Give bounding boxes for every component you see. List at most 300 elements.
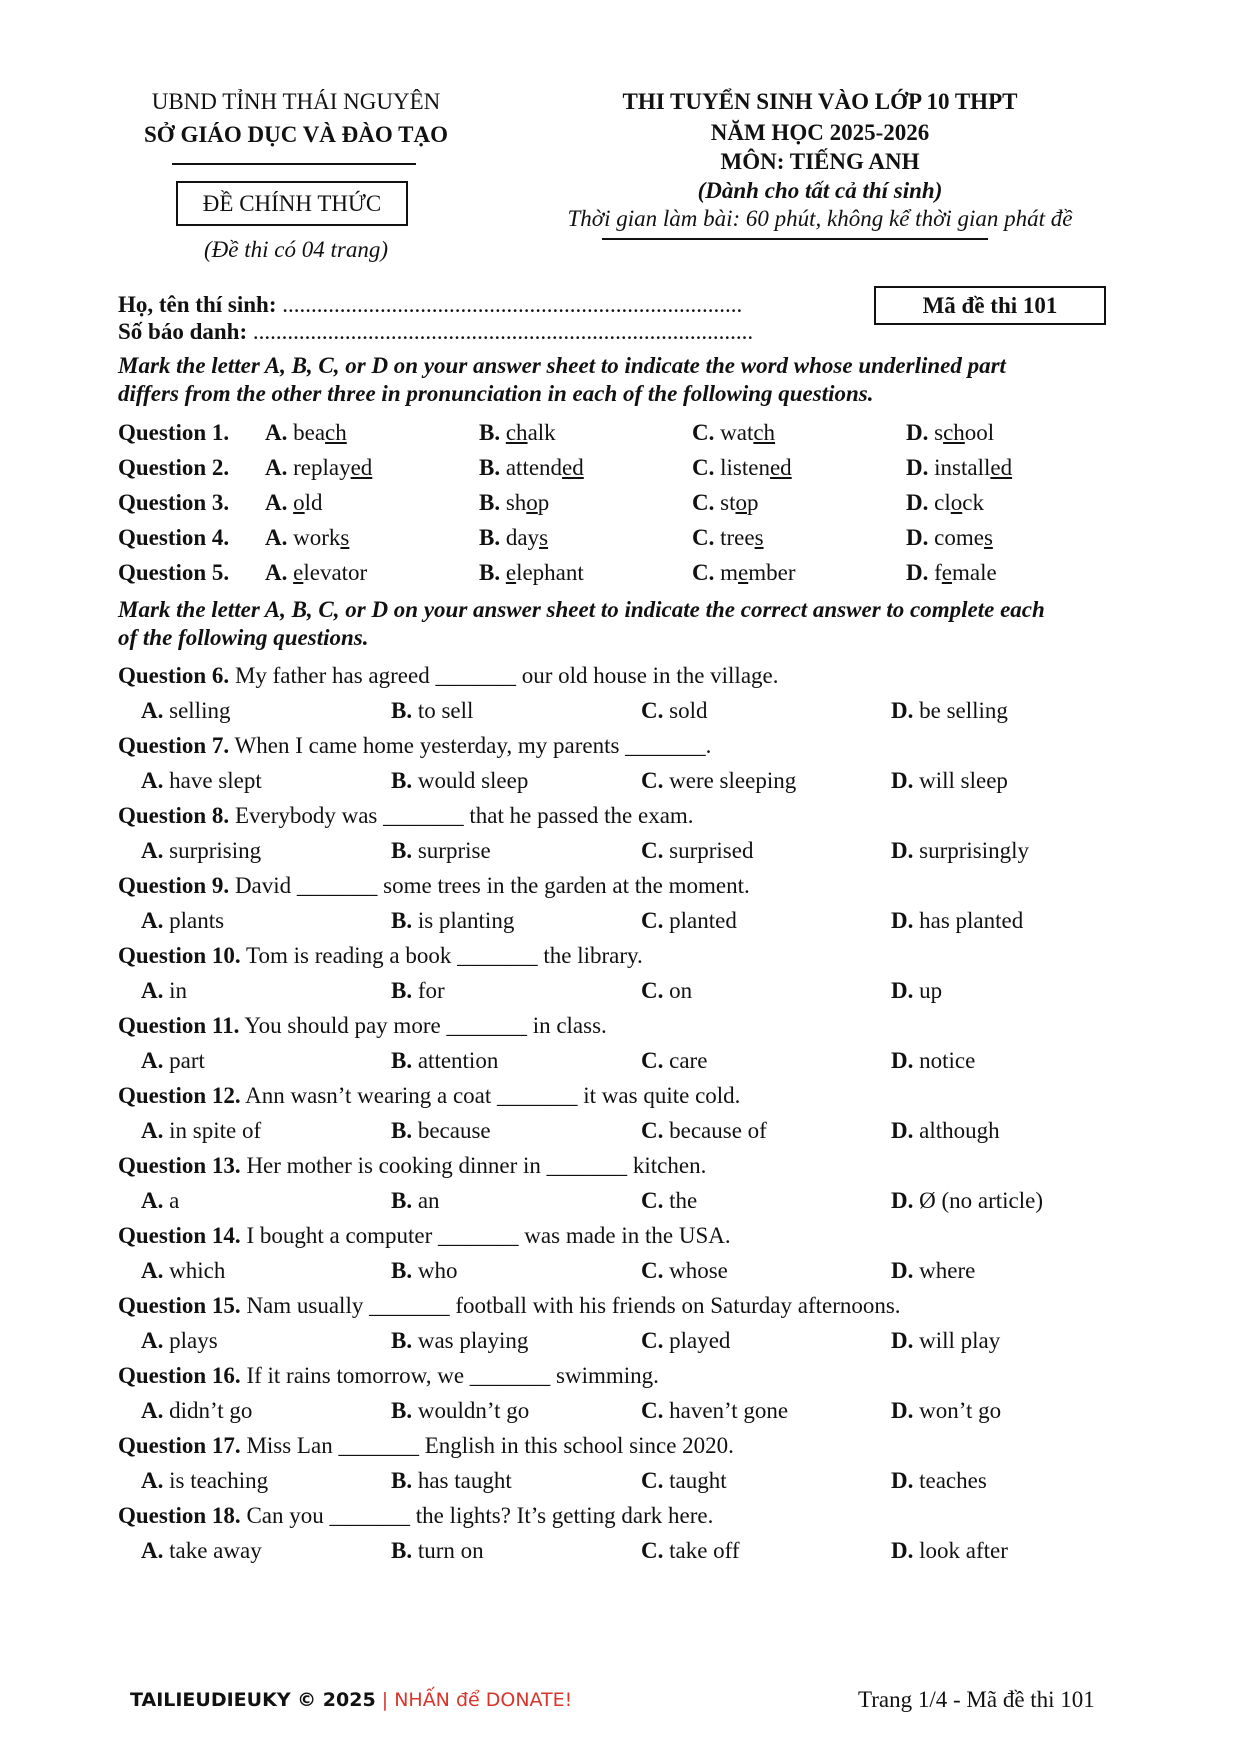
word-part: replay	[293, 455, 351, 480]
answer-option[interactable]	[891, 836, 1029, 866]
section2-instruction-line2: of the following questions.	[118, 625, 369, 650]
option-letter: D.	[906, 420, 929, 445]
option-letter: D.	[891, 838, 914, 863]
question-stem	[118, 872, 750, 900]
answer-option[interactable]	[891, 976, 942, 1006]
option-letter: B.	[479, 455, 501, 480]
option-text: be selling	[919, 698, 1008, 723]
section1-instruction	[118, 352, 1128, 408]
option-text: teaches	[919, 1468, 987, 1493]
answer-option[interactable]	[692, 453, 792, 483]
option-text: have slept	[169, 768, 262, 793]
word-part: f	[934, 560, 942, 585]
answer-option[interactable]	[692, 523, 764, 553]
question-label: Question 13.	[118, 1153, 241, 1178]
answer-option[interactable]	[906, 558, 997, 588]
option-text: has planted	[919, 908, 1024, 933]
answer-option[interactable]	[641, 1536, 740, 1566]
question-label: Question 15.	[118, 1293, 241, 1318]
question-text: Nam usually _______ football with his friends on Saturday afternoons.	[246, 1293, 901, 1318]
option-letter: D.	[906, 525, 929, 550]
answer-option[interactable]	[641, 906, 737, 936]
underlined-part: s	[983, 525, 993, 550]
answer-option[interactable]	[141, 1046, 205, 1076]
underlined-part: e	[738, 560, 749, 585]
word-part: mber	[748, 560, 796, 585]
answer-option[interactable]	[265, 453, 372, 483]
question-label: Question 9.	[118, 873, 230, 898]
option-text: haven’t gone	[669, 1398, 789, 1423]
candidate-name-dots: ................................................................................	[282, 292, 743, 317]
question-stem	[118, 1362, 659, 1390]
option-letter: A.	[141, 1118, 164, 1143]
answer-options	[141, 1466, 1131, 1496]
section1-instruction-line2: differs from the other three in pronunciation in each of the following questions.	[118, 381, 874, 406]
question-stem	[118, 1082, 740, 1110]
underlined-part: s	[539, 525, 549, 550]
answer-option[interactable]	[641, 1186, 697, 1216]
answer-option[interactable]	[891, 1396, 1001, 1426]
option-text: the	[669, 1188, 698, 1213]
option-letter: A.	[265, 455, 288, 480]
answer-options	[141, 1116, 1131, 1146]
underlined-part: e	[293, 560, 304, 585]
answer-option[interactable]	[141, 1396, 252, 1426]
option-letter: C.	[641, 1188, 664, 1213]
answer-option[interactable]	[391, 1536, 484, 1566]
option-letter: C.	[641, 1258, 664, 1283]
answer-option[interactable]	[391, 1396, 529, 1426]
answer-option[interactable]	[141, 1466, 268, 1496]
option-text: would sleep	[417, 768, 529, 793]
answer-options	[141, 1256, 1131, 1286]
option-text: take off	[669, 1538, 740, 1563]
question-label: Question 17.	[118, 1433, 241, 1458]
answer-options	[141, 1396, 1131, 1426]
answer-option[interactable]	[479, 558, 584, 588]
option-letter: A.	[141, 838, 164, 863]
school-year: NĂM HỌC 2025-2026	[710, 120, 930, 145]
option-letter: C.	[692, 525, 715, 550]
option-letter: D.	[891, 1468, 914, 1493]
option-letter: A.	[141, 698, 164, 723]
word-part: alk	[527, 420, 556, 445]
option-letter: B.	[391, 1538, 413, 1563]
option-text: up	[919, 978, 943, 1003]
option-text: taught	[669, 1468, 727, 1493]
question-label: Question 10.	[118, 943, 241, 968]
option-text: wouldn’t go	[417, 1398, 530, 1423]
option-letter: C.	[692, 490, 715, 515]
option-text: didn’t go	[169, 1398, 253, 1423]
underlined-part: o	[735, 490, 747, 515]
answer-option[interactable]	[479, 488, 549, 518]
pages-note: (Đề thi có 04 trang)	[204, 237, 388, 262]
option-letter: A.	[141, 1398, 164, 1423]
option-letter: B.	[391, 908, 413, 933]
question-label: Question 6.	[118, 663, 230, 688]
option-letter: C.	[641, 1328, 664, 1353]
question-label: Question 7.	[118, 733, 230, 758]
word-part: p	[537, 490, 550, 515]
option-letter: D.	[891, 978, 914, 1003]
header-right-divider	[602, 238, 988, 240]
footer-separator: |	[381, 1689, 389, 1711]
page-info: Trang 1/4 - Mã đề thi 101	[858, 1687, 1095, 1712]
word-part: p	[746, 490, 759, 515]
word-part: st	[720, 490, 736, 515]
option-text: although	[919, 1118, 1000, 1143]
question-label: Question 12.	[118, 1083, 241, 1108]
option-text: plays	[169, 1328, 218, 1353]
option-text: selling	[169, 698, 231, 723]
answer-option[interactable]	[391, 766, 528, 796]
option-letter: C.	[641, 1538, 664, 1563]
option-letter: C.	[692, 420, 715, 445]
answer-option[interactable]	[141, 1256, 225, 1286]
answer-option[interactable]	[906, 523, 993, 553]
underlined-part: o	[293, 490, 305, 515]
option-text: surprise	[417, 838, 491, 863]
underlined-part: o	[526, 490, 538, 515]
option-text: a	[169, 1188, 180, 1213]
underlined-part: ch	[753, 420, 776, 445]
option-text: notice	[919, 1048, 976, 1073]
word-part: day	[505, 525, 540, 550]
option-letter: D.	[891, 1398, 914, 1423]
subject: MÔN: TIẾNG ANH	[720, 149, 920, 174]
question-text: My father has agreed _______ our old house in the village.	[234, 663, 779, 688]
question-label: Question 11.	[118, 1013, 240, 1038]
option-letter: B.	[479, 490, 501, 515]
answer-option[interactable]	[891, 1466, 987, 1496]
answer-option[interactable]	[906, 488, 984, 518]
answer-option[interactable]	[891, 1256, 975, 1286]
underlined-part: s	[754, 525, 764, 550]
option-text: turn on	[417, 1538, 484, 1563]
question-text: I bought a computer _______ was made in the USA.	[246, 1223, 731, 1248]
option-text: is planting	[417, 908, 515, 933]
option-letter: A.	[141, 978, 164, 1003]
answer-option[interactable]	[141, 1116, 261, 1146]
question-label: Question 16.	[118, 1363, 241, 1388]
question-label: Question 4.	[118, 525, 230, 550]
answer-option[interactable]	[479, 523, 548, 553]
answer-option[interactable]	[906, 418, 994, 448]
option-text: won’t go	[919, 1398, 1002, 1423]
question-text: Her mother is cooking dinner in _______ kitchen.	[246, 1153, 707, 1178]
answer-option[interactable]	[265, 558, 367, 588]
word-part: sh	[505, 490, 527, 515]
answer-option[interactable]	[692, 418, 775, 448]
question-stem	[118, 1502, 713, 1530]
answer-option[interactable]	[906, 453, 1012, 483]
question-text: Tom is reading a book _______ the library.	[246, 943, 643, 968]
question-stem	[118, 1292, 901, 1320]
answer-option[interactable]	[891, 1536, 1008, 1566]
option-letter: C.	[692, 560, 715, 585]
option-letter: C.	[641, 838, 664, 863]
answer-option[interactable]	[391, 1116, 491, 1146]
answer-option[interactable]	[391, 906, 514, 936]
answer-option[interactable]	[391, 1046, 498, 1076]
option-letter: D.	[906, 455, 929, 480]
option-letter: B.	[391, 838, 413, 863]
option-text: Ø (no article)	[919, 1188, 1044, 1213]
answer-option[interactable]	[391, 976, 445, 1006]
option-text: surprised	[669, 838, 754, 863]
answer-option[interactable]	[891, 1046, 975, 1076]
underlined-part: ch	[943, 420, 965, 445]
donate-link[interactable]: NHẤN để DONATE!	[394, 1689, 573, 1711]
option-letter: C.	[692, 455, 715, 480]
option-letter: A.	[265, 560, 288, 585]
option-letter: C.	[641, 978, 664, 1003]
answer-option[interactable]	[891, 766, 1008, 796]
answer-option[interactable]	[391, 1326, 528, 1356]
option-letter: B.	[391, 698, 413, 723]
question-text: David _______ some trees in the garden at the moment.	[234, 873, 750, 898]
option-letter: B.	[391, 1188, 413, 1213]
option-letter: B.	[391, 1048, 413, 1073]
answer-option[interactable]	[641, 1466, 727, 1496]
word-part: come	[934, 525, 984, 550]
candidate-id-line[interactable]	[118, 318, 753, 346]
answer-option[interactable]	[641, 696, 707, 726]
option-letter: C.	[641, 1468, 664, 1493]
pronunciation-question	[118, 418, 1128, 448]
question-stem	[118, 942, 643, 970]
answer-option[interactable]	[141, 696, 230, 726]
word-part: install	[934, 455, 991, 480]
answer-option[interactable]	[265, 488, 323, 518]
answer-option[interactable]	[891, 906, 1023, 936]
pronunciation-question	[118, 453, 1128, 483]
option-letter: D.	[891, 768, 914, 793]
word-part: work	[293, 525, 341, 550]
answer-option[interactable]	[641, 836, 753, 866]
option-letter: A.	[141, 1468, 164, 1493]
option-letter: D.	[891, 908, 914, 933]
option-text: on	[669, 978, 693, 1003]
option-text: were sleeping	[669, 768, 797, 793]
header-left-divider	[172, 163, 416, 165]
answer-options	[141, 1186, 1131, 1216]
option-letter: A.	[141, 1328, 164, 1353]
answer-option[interactable]	[641, 766, 796, 796]
answer-option[interactable]	[141, 836, 261, 866]
option-text: will play	[919, 1328, 1001, 1353]
option-text: who	[417, 1258, 458, 1283]
option-letter: B.	[391, 1398, 413, 1423]
answer-option[interactable]	[141, 1536, 262, 1566]
option-letter: B.	[391, 978, 413, 1003]
option-letter: D.	[891, 1538, 914, 1563]
answer-option[interactable]	[641, 1046, 707, 1076]
question-label: Question 3.	[118, 490, 230, 515]
option-letter: A.	[141, 1538, 164, 1563]
option-text: care	[669, 1048, 708, 1073]
underlined-part: e	[505, 560, 517, 585]
answer-option[interactable]	[479, 453, 584, 483]
department-name: UBND TỈNH THÁI NGUYÊN	[151, 89, 441, 114]
answer-option[interactable]	[641, 1326, 730, 1356]
answer-option[interactable]	[141, 1326, 218, 1356]
option-letter: A.	[141, 908, 164, 933]
candidate-name-line[interactable]	[118, 291, 742, 319]
question-text: Ann wasn’t wearing a coat _______ it was quite cold.	[245, 1083, 741, 1108]
option-letter: B.	[391, 1258, 413, 1283]
question-text: You should pay more _______ in class.	[244, 1013, 607, 1038]
underlined-part: ed	[562, 455, 584, 480]
underlined-part: ch	[505, 420, 528, 445]
answer-option[interactable]	[891, 1326, 1000, 1356]
answer-option[interactable]	[641, 976, 692, 1006]
time-note: Thời gian làm bài: 60 phút, không kể thời gian phát đề	[567, 206, 1073, 231]
answer-option[interactable]	[391, 696, 473, 726]
answer-option[interactable]	[692, 488, 758, 518]
question-text: If it rains tomorrow, we _______ swimming.	[246, 1363, 659, 1388]
underlined-part: o	[950, 490, 963, 515]
answer-option[interactable]	[141, 906, 224, 936]
answer-option[interactable]	[391, 1186, 440, 1216]
official-label: ĐỀ CHÍNH THỨC	[176, 181, 408, 226]
option-letter: D.	[891, 1048, 914, 1073]
option-letter: C.	[641, 908, 664, 933]
option-letter: B.	[391, 1468, 413, 1493]
option-letter: B.	[391, 1328, 413, 1353]
question-label: Question 18.	[118, 1503, 241, 1528]
answer-option[interactable]	[391, 1256, 457, 1286]
option-text: played	[669, 1328, 731, 1353]
word-part: levator	[303, 560, 368, 585]
word-part: listen	[720, 455, 770, 480]
option-letter: D.	[906, 490, 929, 515]
question-label: Question 5.	[118, 560, 230, 585]
word-part: lephant	[516, 560, 584, 585]
question-stem	[118, 1152, 706, 1180]
answer-option[interactable]	[641, 1256, 728, 1286]
option-letter: D.	[891, 698, 914, 723]
option-letter: A.	[141, 768, 164, 793]
option-text: because	[417, 1118, 491, 1143]
option-letter: C.	[641, 1118, 664, 1143]
underlined-part: ch	[325, 420, 347, 445]
answer-option[interactable]	[391, 1466, 512, 1496]
question-stem	[118, 1222, 731, 1250]
option-text: will sleep	[919, 768, 1008, 793]
candidate-id-label: Số báo danh:	[118, 319, 248, 344]
answer-option[interactable]	[141, 1186, 179, 1216]
question-label: Question 2.	[118, 455, 230, 480]
option-text: surprising	[169, 838, 262, 863]
question-label: Question 1.	[118, 420, 230, 445]
answer-option[interactable]	[891, 1186, 1043, 1216]
question-label: Question 8.	[118, 803, 230, 828]
option-text: where	[919, 1258, 976, 1283]
option-letter: D.	[891, 1188, 914, 1213]
word-part: ool	[964, 420, 995, 445]
answer-option[interactable]	[891, 1116, 1000, 1146]
option-text: to sell	[417, 698, 474, 723]
answer-options	[141, 696, 1131, 726]
option-letter: B.	[479, 420, 501, 445]
answer-option[interactable]	[692, 558, 796, 588]
word-part: ck	[962, 490, 984, 515]
answer-option[interactable]	[141, 766, 262, 796]
answer-option[interactable]	[265, 418, 347, 448]
option-letter: D.	[891, 1328, 914, 1353]
word-part: ld	[304, 490, 323, 515]
option-text: sold	[669, 698, 708, 723]
underlined-part: s	[340, 525, 350, 550]
option-text: has taught	[417, 1468, 512, 1493]
word-part: m	[720, 560, 739, 585]
word-part: s	[934, 420, 944, 445]
option-letter: D.	[891, 1118, 914, 1143]
option-letter: C.	[641, 768, 664, 793]
underlined-part: e	[941, 560, 953, 585]
answer-option[interactable]	[641, 1396, 788, 1426]
answer-option[interactable]	[265, 523, 349, 553]
candidate-id-dots: .......................................................................................	[252, 319, 754, 344]
option-text: planted	[669, 908, 737, 933]
footer-brand-line	[130, 1689, 572, 1711]
footer-brand: TAILIEUDIEUKY © 2025	[130, 1689, 376, 1711]
option-letter: C.	[641, 698, 664, 723]
pronunciation-question	[118, 558, 1128, 588]
question-stem	[118, 662, 779, 690]
question-stem	[118, 732, 711, 760]
question-stem	[118, 1012, 607, 1040]
option-letter: A.	[141, 1048, 164, 1073]
word-part: tree	[720, 525, 755, 550]
candidate-name-label: Họ, tên thí sinh:	[118, 292, 277, 317]
answer-options	[141, 976, 1131, 1006]
option-text: look after	[919, 1538, 1008, 1563]
option-letter: B.	[391, 768, 413, 793]
option-letter: A.	[265, 490, 288, 515]
answer-option[interactable]	[479, 418, 556, 448]
option-text: surprisingly	[919, 838, 1030, 863]
exam-title: THI TUYỂN SINH VÀO LỚP 10 THPT	[622, 89, 1018, 114]
option-letter: A.	[265, 525, 288, 550]
answer-option[interactable]	[141, 976, 187, 1006]
word-part: wat	[720, 420, 754, 445]
question-stem	[118, 802, 694, 830]
section2-instruction-line1: Mark the letter A, B, C, or D on your answer sheet to indicate the correct answer to complete each	[118, 597, 1045, 622]
word-part: male	[952, 560, 997, 585]
question-text: When I came home yesterday, my parents _______.	[234, 733, 712, 758]
option-text: part	[169, 1048, 205, 1073]
question-label: Question 14.	[118, 1223, 241, 1248]
answer-options	[141, 906, 1131, 936]
option-text: is teaching	[169, 1468, 269, 1493]
question-text: Miss Lan _______ English in this school since 2020.	[246, 1433, 734, 1458]
answer-option[interactable]	[641, 1116, 767, 1146]
underlined-part: ed	[350, 455, 373, 480]
option-text: an	[417, 1188, 440, 1213]
option-text: was playing	[417, 1328, 529, 1353]
option-letter: A.	[141, 1258, 164, 1283]
question-stem	[118, 1432, 734, 1460]
section2-instruction	[118, 596, 1128, 652]
option-text: whose	[669, 1258, 728, 1283]
answer-options	[141, 1536, 1131, 1566]
answer-option[interactable]	[891, 696, 1008, 726]
option-text: attention	[417, 1048, 499, 1073]
answer-option[interactable]	[391, 836, 491, 866]
